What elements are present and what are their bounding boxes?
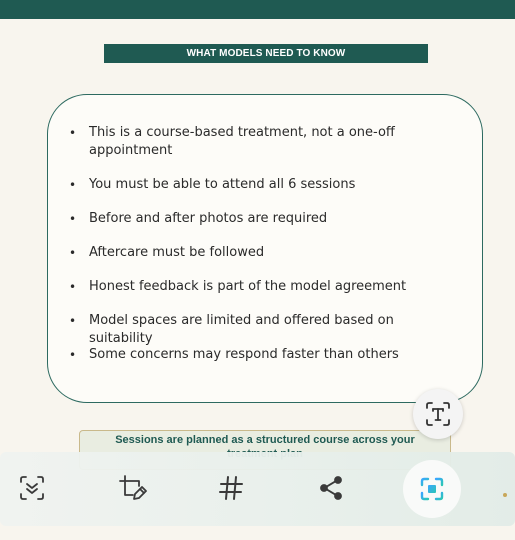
list-item <box>69 312 459 348</box>
list-item <box>69 210 459 228</box>
crop-edit-button[interactable] <box>112 468 152 508</box>
list-item <box>69 346 459 364</box>
text-select-button[interactable] <box>413 389 463 439</box>
section-title-banner: WHAT MODELS NEED TO KNOW <box>104 44 428 63</box>
smart-select-icon <box>418 475 446 503</box>
list-item <box>69 176 459 194</box>
share-icon <box>317 474 345 502</box>
more-indicator-icon <box>503 493 507 497</box>
list-item-text: You must be able to attend all 6 sessions <box>89 177 356 192</box>
list-item-text: Some concerns may respond faster than others <box>89 347 399 362</box>
requirements-card <box>47 94 483 403</box>
crop-edit-icon <box>117 473 147 503</box>
list-item-text: Before and after photos are required <box>89 211 328 226</box>
hashtag-button[interactable] <box>211 468 251 508</box>
bullet-icon: • <box>69 246 77 260</box>
list-item <box>69 278 459 296</box>
bullet-icon: • <box>69 314 77 328</box>
list-item-text: Model spaces are limited and offered based on suitability <box>89 313 394 346</box>
course-note-text: Sessions are planned as a structured course across your <box>115 434 415 446</box>
bottom-strip <box>0 526 515 540</box>
bullet-icon: • <box>69 348 77 362</box>
bullet-icon: • <box>69 126 77 140</box>
list-item <box>69 124 459 160</box>
screenshot-toolbar <box>0 452 515 526</box>
list-item <box>69 244 459 262</box>
smart-select-button[interactable] <box>403 460 461 518</box>
scroll-capture-icon <box>18 474 46 502</box>
share-button[interactable] <box>311 468 351 508</box>
hashtag-icon <box>217 474 245 502</box>
scroll-capture-button[interactable] <box>12 468 52 508</box>
list-item-text: This is a course-based treatment, not a one-off appointment <box>89 125 395 158</box>
header-band <box>0 0 515 19</box>
bullet-icon: • <box>69 212 77 226</box>
list-item-text: Aftercare must be followed <box>89 245 265 260</box>
bullet-icon: • <box>69 280 77 294</box>
bullet-icon: • <box>69 178 77 192</box>
list-item-text: Honest feedback is part of the model agreement <box>89 279 407 294</box>
text-select-icon <box>424 400 452 428</box>
